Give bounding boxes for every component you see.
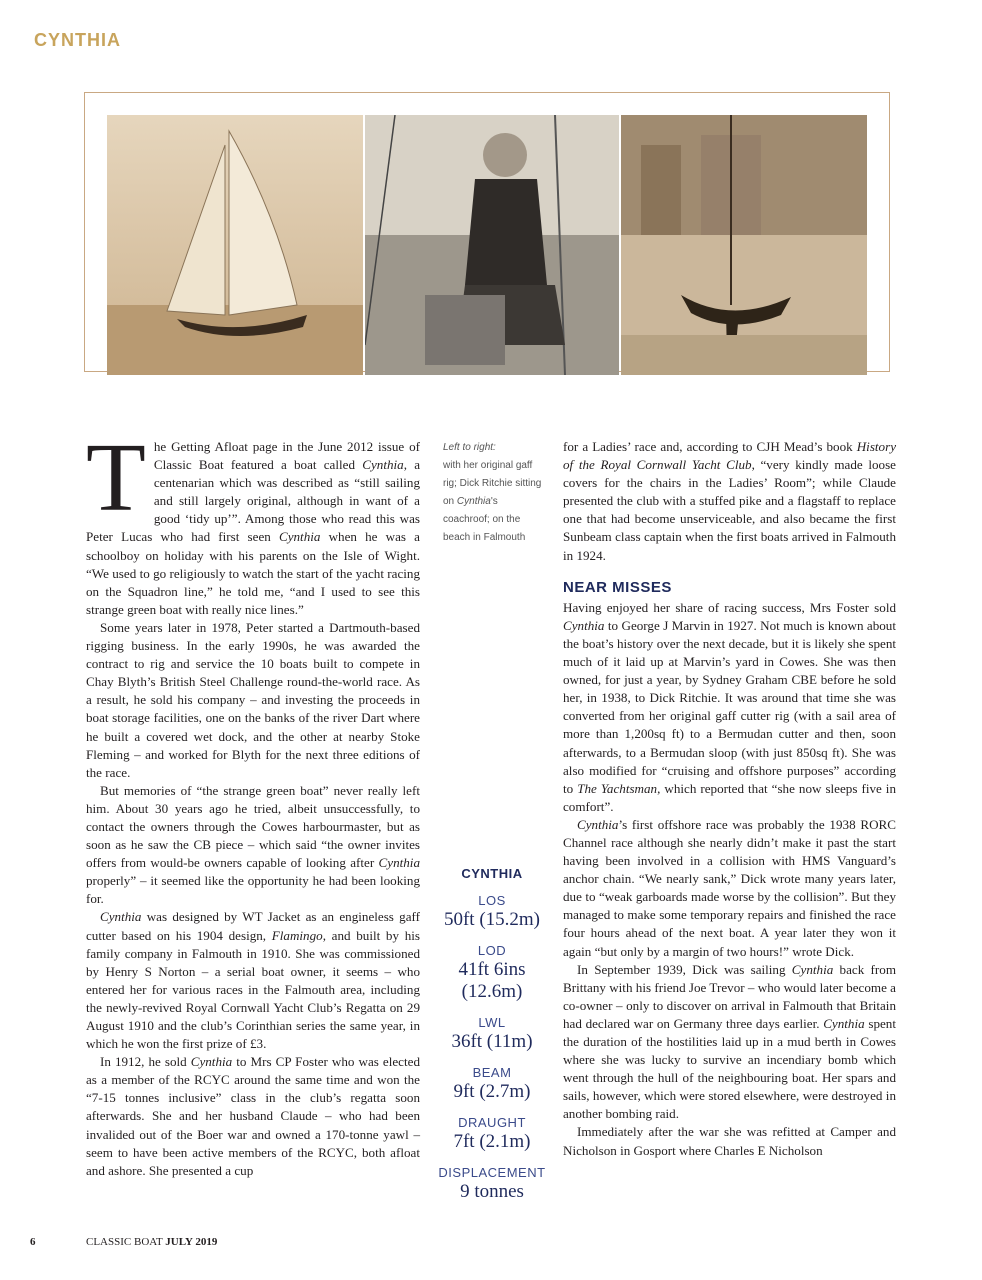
caption-part1: with her original gaff rig; Dick Ritchie sitting on bbox=[443, 460, 542, 507]
paragraph: Immediately after the war she was refitted at Camper and Nicholson in Gosport where Charles E Nicholson bbox=[563, 1124, 896, 1158]
photo-gaff-rig bbox=[107, 115, 363, 375]
spec-label: DRAUGHT bbox=[458, 1115, 526, 1130]
spec-label: BEAM bbox=[472, 1065, 512, 1080]
spec-value: 9 tonnes bbox=[460, 1181, 524, 1202]
drop-cap: T bbox=[86, 424, 146, 532]
section-heading: NEAR MISSES bbox=[563, 578, 672, 596]
spec-label: DISPLACEMENT bbox=[438, 1165, 546, 1180]
paragraph: he Getting Afloat page in the June 2012 issue of Classic Boat featured a boat called Cynthia, a centenarian which was described as “still sailing and still largely original, although in want of a good ‘tidy up’”. Among those who read this was Peter Lucas who had first seen Cynthia when he was a schoolboy on holiday with his parents on the Isle of Wight. “We used to go religiously to watch the start of the yacht racing on the Squadron line,” he told me, “and I used to see this strange green boat with really nice lines.” bbox=[86, 439, 421, 617]
page-number: 6 bbox=[30, 1236, 36, 1248]
article-column-right bbox=[563, 438, 896, 1160]
paragraph: But memories of “the strange green boat” never really left him. About 30 years ago he tried, albeit unsuccessfully, to contact the owners through the Cowes harbourmaster, but as soon as he saw the CB piece – which said “the owner invites offers from would-be owners capable of looking after Cynthia properly” – it seemed like the opportunity he had been looking for. bbox=[86, 782, 420, 907]
photo-dick-ritchie bbox=[365, 115, 619, 375]
spec-value: 41ft 6ins (12.6m) bbox=[458, 959, 526, 1002]
paragraph: for a Ladies’ race and, according to CJH Mead’s book History of the Royal Cornwall Yacht Club, “very kindly made loose covers for the chairs in the Ladies’ Room”; while Claude presented the club with a stuffed pike and a flagstaff to replace one that had become unserviceable, and also became the first Sunbeam class captain when the first boats arrived in Falmouth in 1924. bbox=[563, 439, 896, 563]
spec-label: LWL bbox=[478, 1015, 506, 1030]
caption-boat: Cynthia bbox=[456, 496, 491, 507]
magazine-name: CLASSIC BOAT JULY 2019 bbox=[86, 1236, 218, 1248]
caption-lead: Left to right: bbox=[443, 442, 496, 453]
photo-caption bbox=[443, 439, 543, 547]
paragraph: In September 1939, Dick was sailing Cynthia back from Brittany with his friend Joe Trevor – who would later become a co-owner – only to discover on arrival in Falmouth that Britain had declared war on Germany three days earlier. Cynthia spent the duration of the hostilities laid up in a mud berth in Cowes where she was lucky to survive an incendiary bomb which went through the hull of the neighbouring boat. Her spars and sails, however, which were stored elsewhere, were destroyed in another bombing raid. bbox=[563, 961, 897, 1122]
spec-label: LOD bbox=[477, 943, 507, 958]
paragraph: Cynthia was designed by WT Jacket as an engineless gaff cutter based on his 1904 design, Flamingo, and built by his family company in Falmouth in 1910. She was commissioned by Henry S Norton – a serial boat owner, it seems – who entered her for various races in the Falmouth area, including the newly-revived Royal Cornwall Yacht Club’s Regatta on 29 August 1910 and the club’s Corinthian series the same year, in which he won the first prize of £3. bbox=[86, 909, 420, 1052]
issue-date: JULY 2019 bbox=[165, 1236, 218, 1248]
spec-value: 7ft (2.1m) bbox=[453, 1131, 531, 1152]
page-footer bbox=[30, 1236, 218, 1248]
spec-label: LOS bbox=[478, 893, 506, 908]
spec-box bbox=[434, 866, 550, 1215]
caption-part2: 's coachroof; on the beach in Falmouth bbox=[443, 496, 526, 543]
article-column-left bbox=[86, 424, 421, 1180]
spec-value: 36ft (11m) bbox=[451, 1031, 533, 1052]
spec-value: 9ft (2.7m) bbox=[453, 1081, 531, 1102]
spec-title: CYNTHIA bbox=[461, 866, 523, 881]
spec-value: 50ft (15.2m) bbox=[443, 909, 541, 930]
photo-beach-falmouth bbox=[621, 115, 867, 375]
paragraph: Cynthia’s first offshore race was probably the 1938 RORC Channel race although she nearly didn’t make it past the start having been involved in a collision with HMS Vanguard’s anchor chain. “We nearly sank,” Dick wrote many years later, due to “weak garboards made worse by the collision”. But they managed to make some temporary repairs and finished the race four hours ahead of the next boat. A year later they won it again “but only by a margin of two hours!” wrote Dick. bbox=[563, 816, 896, 959]
section-tag: CYNTHIA bbox=[34, 30, 121, 50]
paragraph: Having enjoyed her share of racing success, Mrs Foster sold Cynthia to George J Marvin in 1927. Not much is known about the boat’s history over the next decade, but it is likely she spent much of it laid up at Marvin’s yard in Cowes. She was then owned, for just a year, by Sydney Graham CBE before he sold her, in 1938, to Dick Ritchie. It was around that time she was converted from her original gaff cutter rig (with a sail area of more than 1,200sq ft) to a Bermudan cutter and then, soon afterwards, to a Bermudan sloop (with just 850sq ft). She was also modified for “cruising and offshore purposes” according to The Yachtsman, which reported that “she now sleeps five in comfort”. bbox=[563, 599, 896, 814]
paragraph: Some years later in 1978, Peter started a Dartmouth-based rigging business. In the early 1990s, he was awarded the contract to rig and service the 10 boats built to compete in Chay Blyth’s British Steel Challenge round-the-world race. As a result, he sold his company – and investing the proceeds in boat storage facilities, one on the banks of the river Dart where he built a covered wet dock, and the other at nearby Stoke Fleming – and worked for Blyth for the next three editions of the race. bbox=[86, 619, 420, 780]
paragraph: In 1912, he sold Cynthia to Mrs CP Foster who was elected as a member of the RCYC around the same time and won the “7-15 tonnes inclusive” class in the club’s regatta soon afterwards. She and her husband Claude – who had been invalided out of the Boer war and owned a 170-tonne yawl – seem to have been active members of the RCYC, both afloat and ashore. She presented a cup bbox=[86, 1054, 420, 1178]
photo-strip bbox=[84, 92, 890, 372]
